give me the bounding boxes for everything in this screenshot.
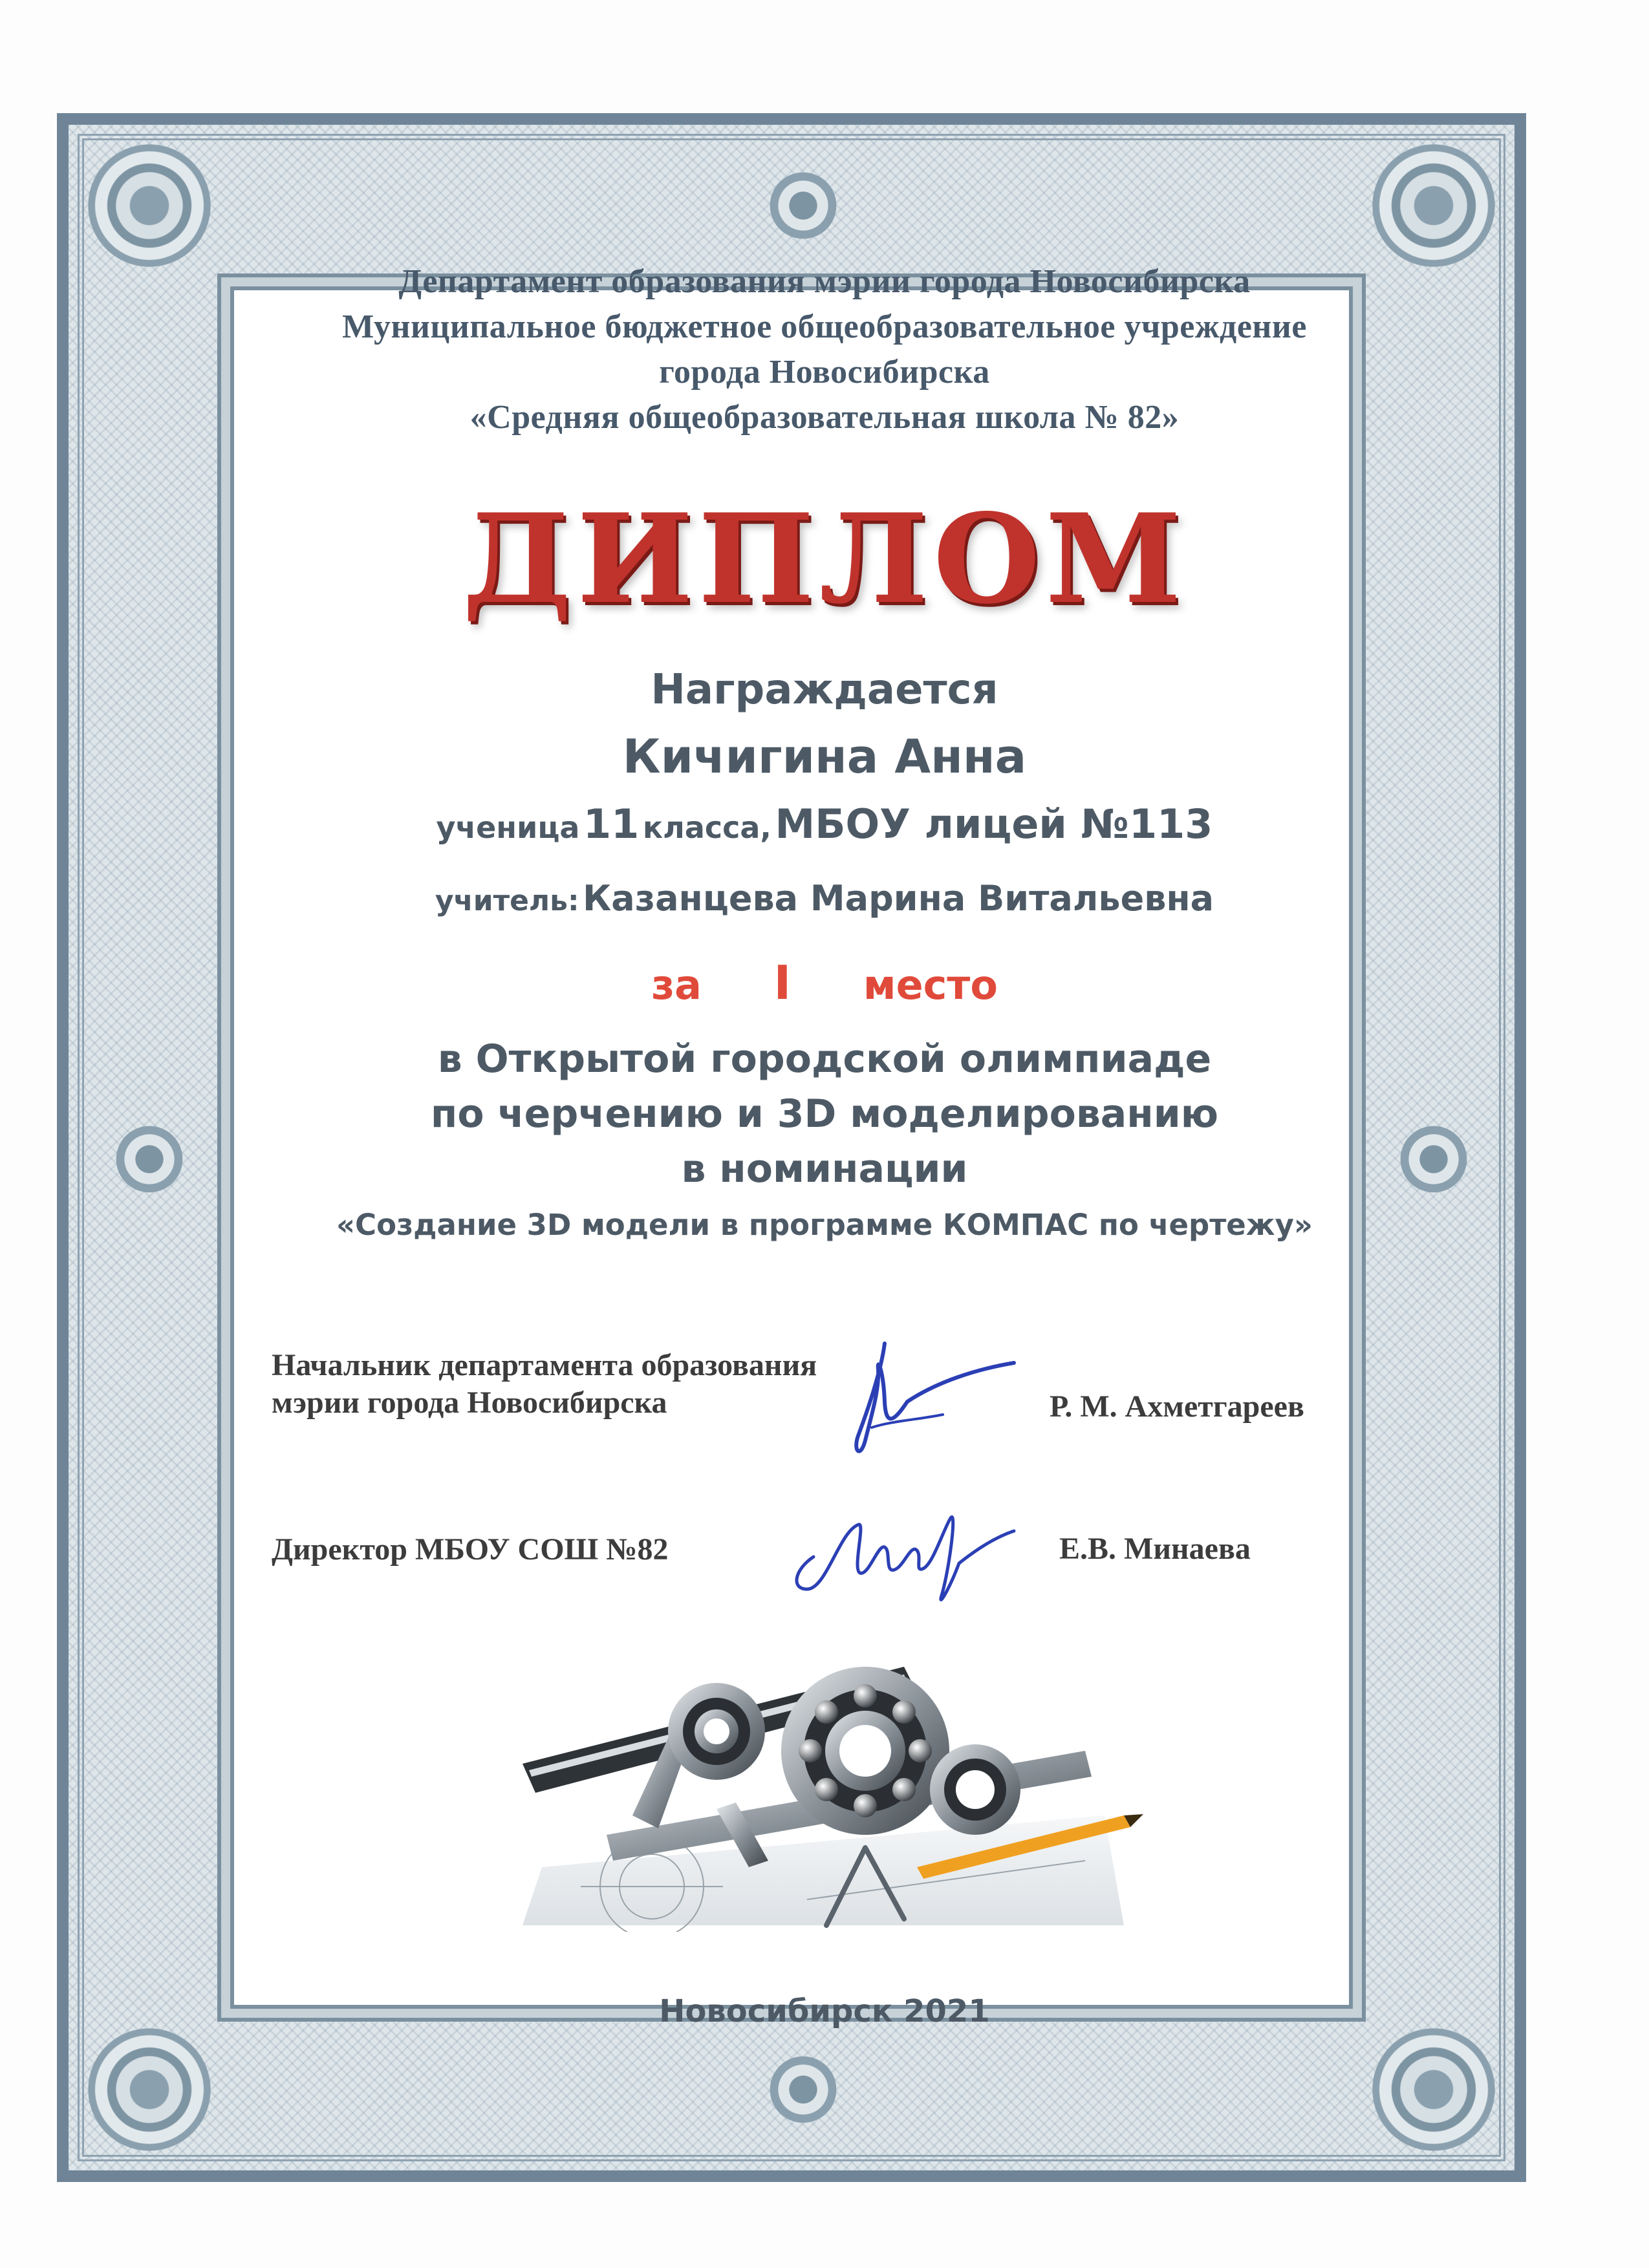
bearings-caliper-drawing-illustration — [503, 1654, 1150, 1932]
header-department: Департамент образования мэрии города Новосибирска — [398, 263, 1251, 300]
header-school: «Средняя общеобразовательная школа № 82» — [469, 399, 1180, 436]
diploma-title: ДИПЛОМ — [462, 487, 1187, 631]
student-info — [219, 800, 1430, 848]
head-handwritten-signature — [846, 1331, 1027, 1473]
student-prefix: ученица — [436, 810, 580, 845]
teacher-name: Казанцева Марина Витальевна — [583, 878, 1214, 919]
teacher-info — [219, 878, 1430, 919]
nomination: «Создание 3D модели в программе КОМПАС по чертежу» — [336, 1208, 1313, 1242]
place-suffix: место — [863, 961, 998, 1009]
place-number: I — [773, 956, 792, 1010]
edge-ornament — [111, 1120, 188, 1198]
head-signature-label — [272, 1347, 817, 1422]
diploma-content — [219, 219, 1430, 2049]
grade-word: класса, — [642, 810, 771, 845]
school-name: МБОУ лицей №113 — [775, 800, 1213, 848]
director-signature-label: Директор МБОУ СОШ №82 — [272, 1532, 669, 1567]
edge-ornament — [764, 2051, 842, 2128]
corner-ornament — [88, 2028, 211, 2151]
director-name: Е.В. Минаева — [1059, 1532, 1251, 1566]
place-prefix: за — [651, 961, 702, 1009]
place-line — [219, 956, 1430, 1010]
head-title-line-1: Начальник департамента образования — [272, 1348, 817, 1382]
event-line-3: в номинации — [681, 1146, 968, 1192]
award-intro: Награждается — [651, 666, 998, 714]
head-title-line-2: мэрии города Новосибирска — [272, 1385, 667, 1420]
corner-ornament — [88, 144, 211, 267]
grade-number: 11 — [583, 800, 640, 848]
teacher-label: учитель: — [435, 884, 579, 917]
event-line-1: в Открытой городской олимпиаде — [437, 1036, 1212, 1082]
director-handwritten-signature — [788, 1492, 1020, 1621]
event-line-2: по черчению и 3D моделированию — [430, 1091, 1219, 1137]
city-year: Новосибирск 2021 — [659, 1993, 990, 2029]
recipient-name: Кичигина Анна — [622, 729, 1027, 784]
header-institution: Муниципальное бюджетное общеобразовательное учреждение — [342, 308, 1307, 345]
header-city: города Новосибирска — [659, 354, 990, 390]
head-name: Р. М. Ахметгареев — [1050, 1389, 1304, 1424]
